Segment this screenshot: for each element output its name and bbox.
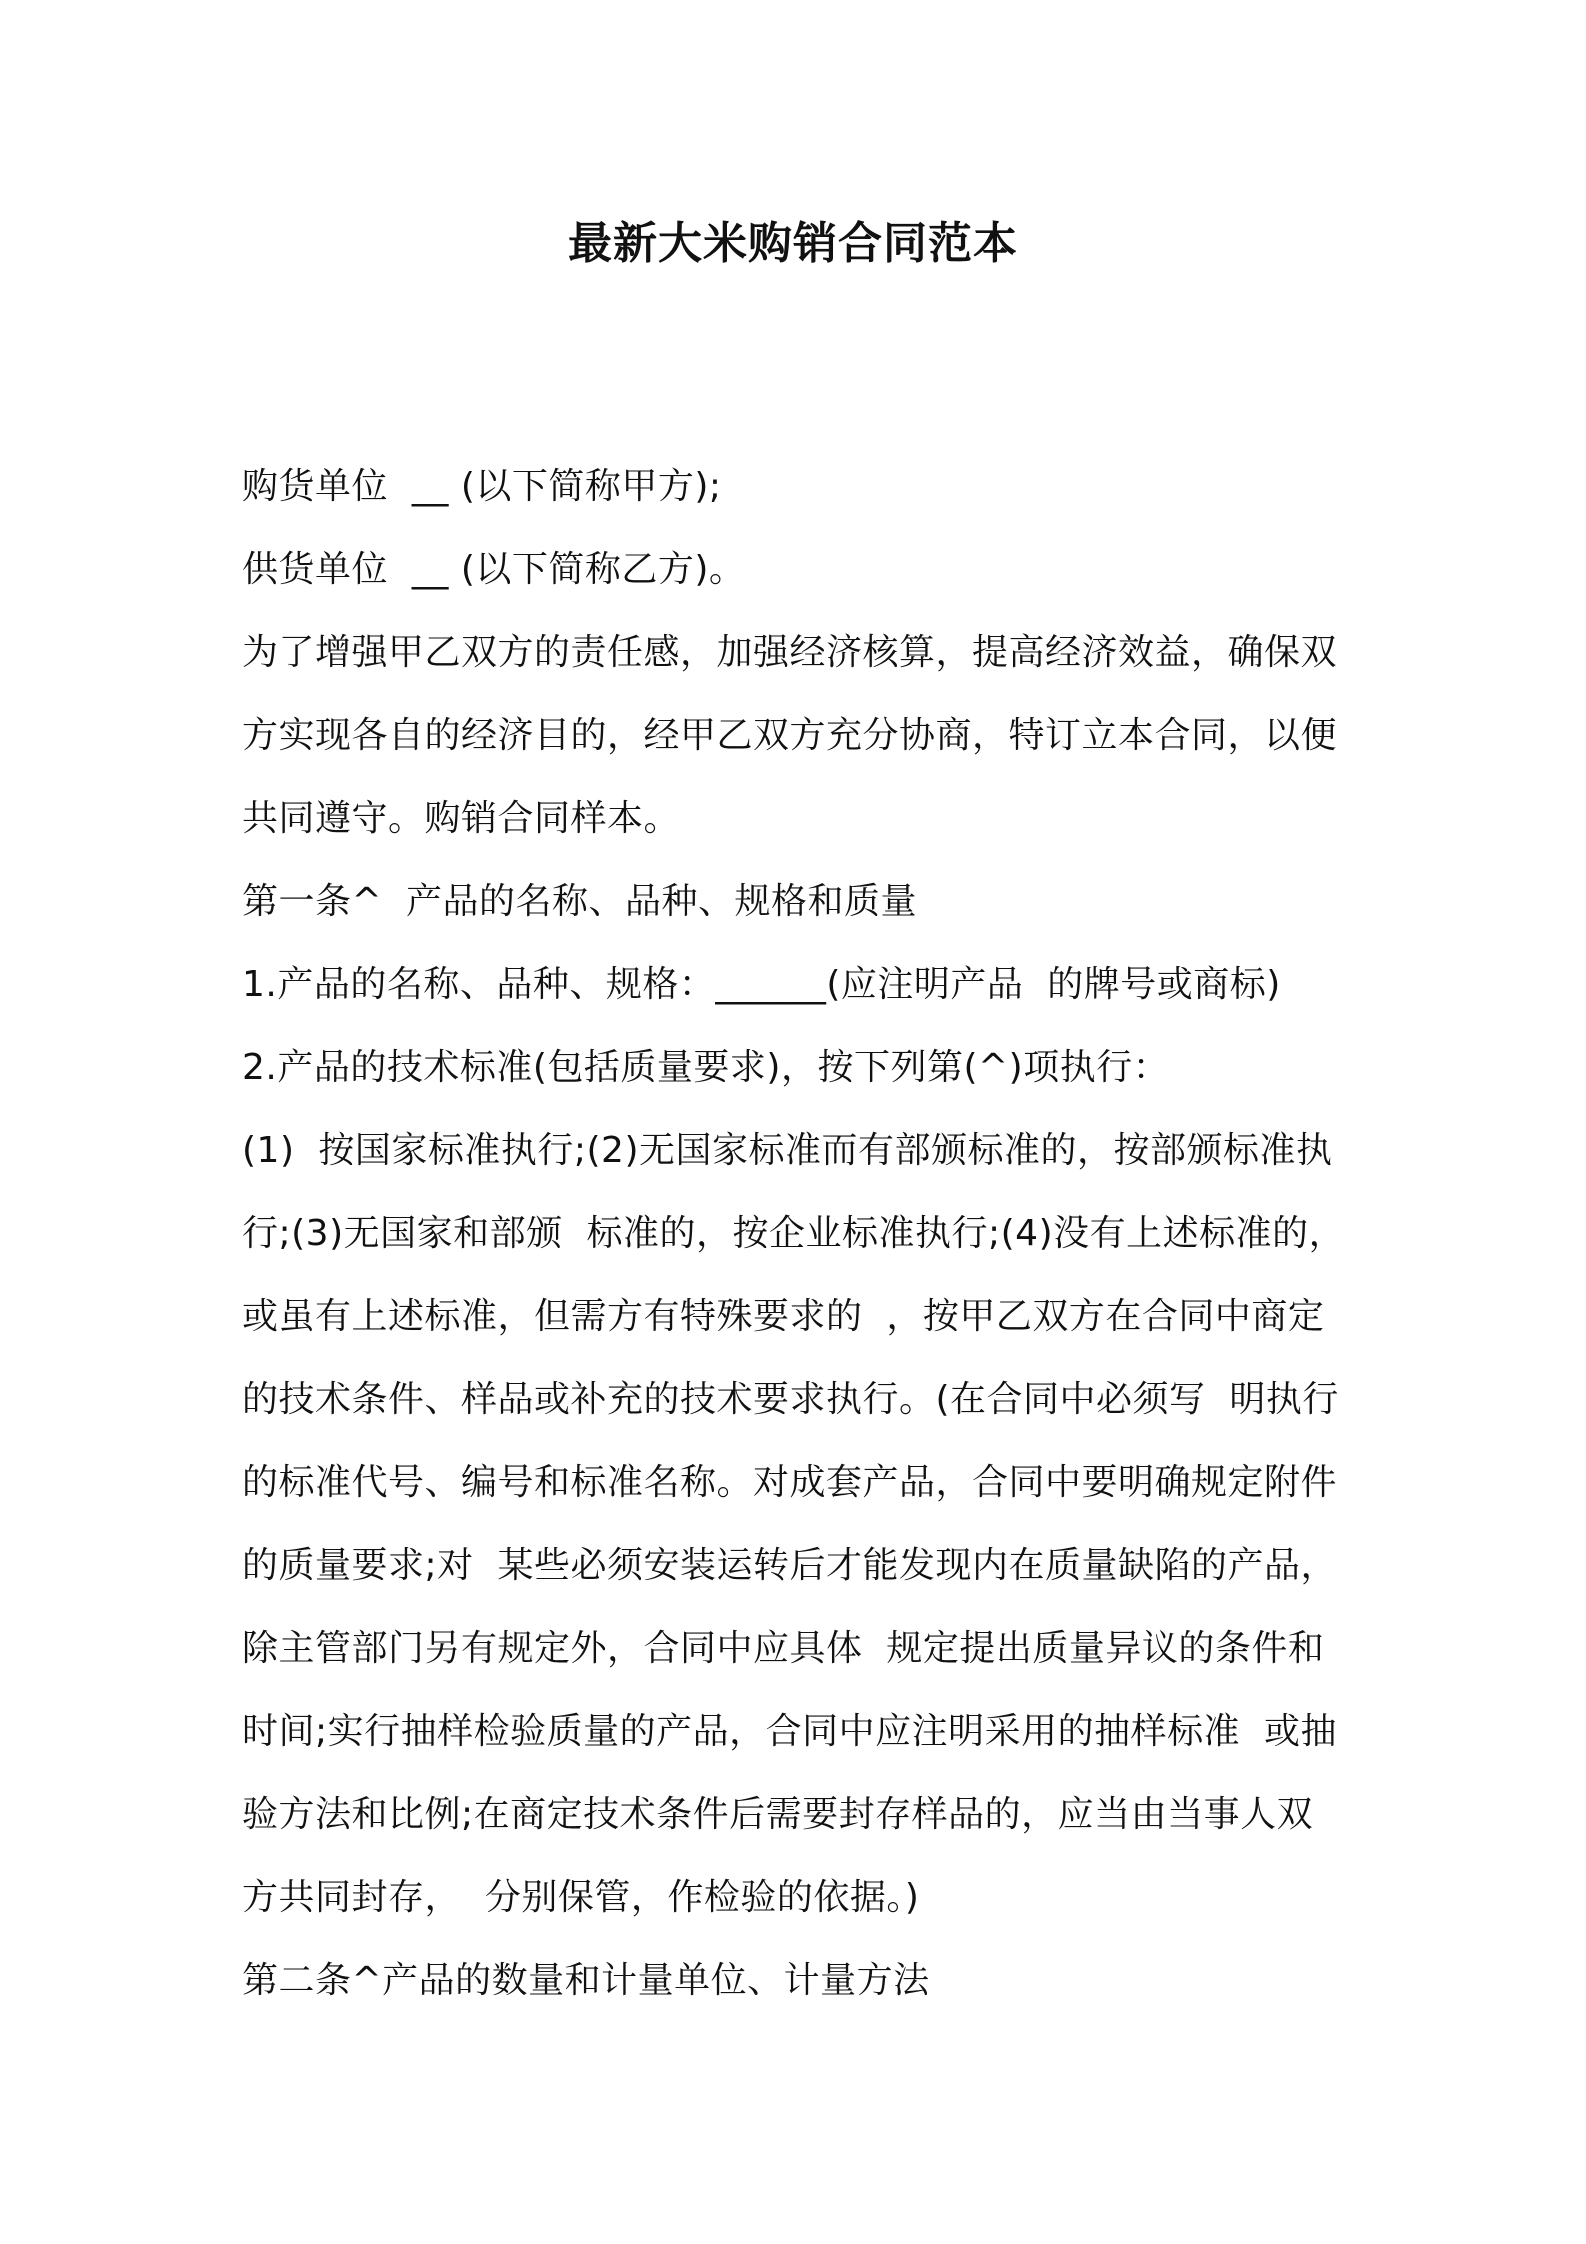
body-line: 1.产品的名称、品种、规格：______(应注明产品 的牌号或商标) [242, 964, 1281, 1005]
body-line: 供货单位 __ (以下简称乙方)。 [242, 549, 746, 590]
body-line: 购货单位 __ (以下简称甲方); [242, 466, 722, 507]
body-line: 的标准代号、编号和标准名称。对成套产品，合同中要明确规定附件 [242, 1462, 1338, 1503]
body-line: 方实现各自的经济目的，经甲乙双方充分协商，特订立本合同，以便 [242, 715, 1338, 756]
body-line: 为了增强甲乙双方的责任感，加强经济核算，提高经济效益，确保双 [242, 632, 1338, 673]
body-line: 的技术条件、样品或补充的技术要求执行。(在合同中必须写 明执行 [242, 1379, 1339, 1420]
body-line: 的质量要求;对 某些必须安装运转后才能发现内在质量缺陷的产品， [242, 1545, 1338, 1586]
body-line: 行;(3)无国家和部颁 标准的，按企业标准执行;(4)没有上述标准的， [242, 1213, 1346, 1254]
document-body [242, 445, 1360, 2022]
body-line: 时间;实行抽样检验质量的产品，合同中应注明采用的抽样标准 或抽 [242, 1711, 1338, 1752]
section-heading: 第二条^产品的数量和计量单位、计量方法 [242, 1960, 930, 2001]
body-line: 2.产品的技术标准(包括质量要求)，按下列第(^)项执行： [242, 1047, 1170, 1088]
body-line: 方共同封存， 分别保管，作检验的依据。) [242, 1877, 920, 1918]
body-line: 或虽有上述标准，但需方有特殊要求的 ，按甲乙双方在合同中商定 [242, 1296, 1325, 1337]
body-line: 共同遵守。购销合同样本。 [242, 798, 681, 839]
document-title: 最新大米购销合同范本 [568, 218, 1018, 269]
body-line: (1) 按国家标准执行;(2)无国家标准而有部颁标准的，按部颁标准执 [242, 1130, 1333, 1171]
section-heading: 第一条^ 产品的名称、品种、规格和质量 [242, 881, 918, 922]
body-line: 验方法和比例;在商定技术条件后需要封存样品的，应当由当事人双 [242, 1794, 1314, 1835]
body-line: 除主管部门另有规定外，合同中应具体 规定提出质量异议的条件和 [242, 1628, 1325, 1669]
